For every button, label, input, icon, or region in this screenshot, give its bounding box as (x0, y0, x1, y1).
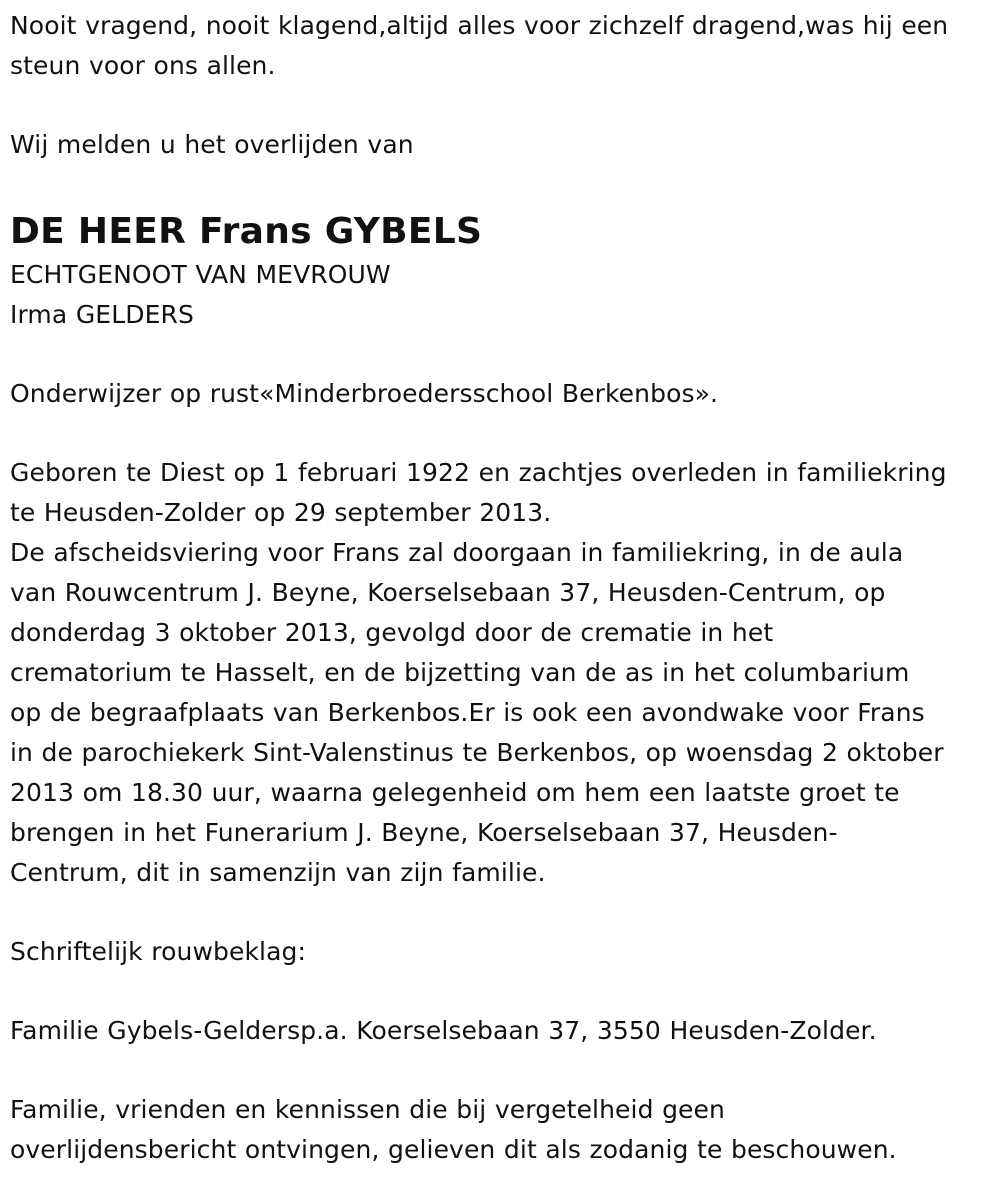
closing-line-2: overlijdensbericht ontvingen, gelieven dit als zodanig te beschouwen. (10, 1135, 897, 1164)
condolence-address: Familie Gybels-Geldersp.a. Koerselsebaan 37, 3550 Heusden-Zolder. (10, 1016, 877, 1045)
closing-line-1: Familie, vrienden en kennissen die bij vergetelheid geen (10, 1095, 725, 1124)
details-line: crematorium te Hasselt, en de bijzetting van de as in het columbarium (10, 658, 910, 687)
spouse-name: Irma GELDERS (10, 300, 194, 329)
details-line: van Rouwcentrum J. Beyne, Koerselsebaan 37, Heusden-Centrum, op (10, 578, 886, 607)
details-line: 2013 om 18.30 uur, waarna gelegenheid om hem een laatste groet te (10, 778, 900, 807)
condolence-label: Schriftelijk rouwbeklag: (10, 937, 306, 966)
deceased-name: DE HEER Frans GYBELS (10, 211, 483, 252)
details-line: te Heusden-Zolder op 29 september 2013. (10, 498, 552, 527)
announcement-text: Wij melden u het overlijden van (10, 130, 414, 159)
details-line: brengen in het Funerarium J. Beyne, Koerselsebaan 37, Heusden- (10, 818, 838, 847)
details-line: in de parochiekerk Sint-Valenstinus te Berkenbos, op woensdag 2 oktober (10, 738, 944, 767)
intro-quote-line-1: Nooit vragend, nooit klagend,altijd alles voor zichzelf dragend,was hij een (10, 11, 949, 40)
details-line: De afscheidsviering voor Frans zal doorgaan in familiekring, in de aula (10, 538, 904, 567)
details-line: op de begraafplaats van Berkenbos.Er is ook een avondwake voor Frans (10, 698, 925, 727)
details-line: donderdag 3 oktober 2013, gevolgd door de crematie in het (10, 618, 774, 647)
spouse-title: ECHTGENOOT VAN MEVROUW (10, 260, 391, 289)
details-line: Centrum, dit in samenzijn van zijn familie. (10, 858, 546, 887)
details-line: Geboren te Diest op 1 februari 1922 en zachtjes overleden in familiekring (10, 458, 947, 487)
intro-quote-line-2: steun voor ons allen. (10, 51, 276, 80)
occupation-text: Onderwijzer op rust«Minderbroedersschool Berkenbos». (10, 379, 719, 408)
details-paragraph (10, 453, 990, 893)
